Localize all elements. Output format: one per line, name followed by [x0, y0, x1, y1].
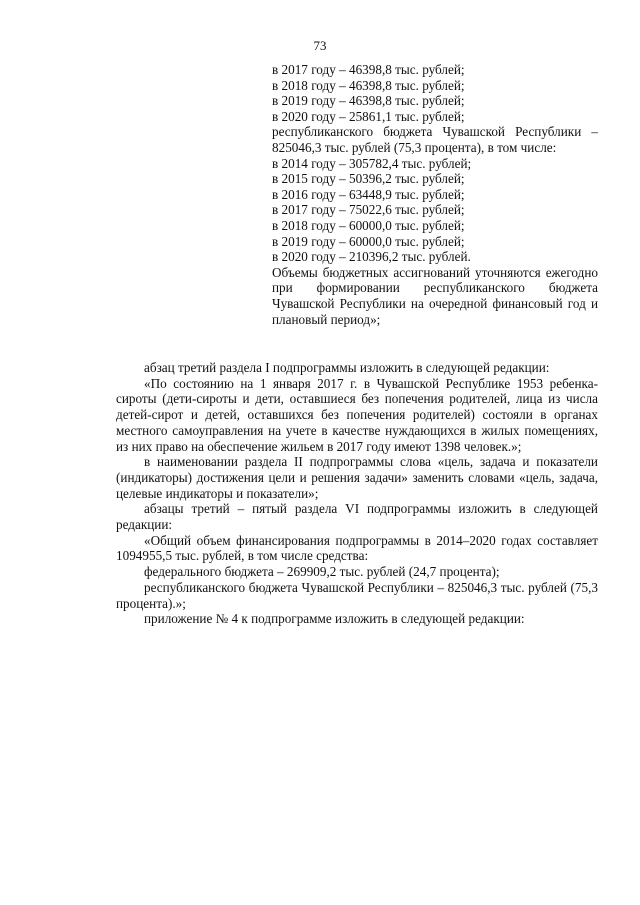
funding-line: в 2018 году – 46398,8 тыс. рублей; [272, 77, 465, 93]
funding-line: в 2017 году – 75022,6 тыс. рублей; [272, 202, 465, 218]
paragraph: абзацы третий – пятый раздела VI подпрограммы изложить в следующей редакции: [116, 501, 598, 533]
paragraph: «Общий объем финансирования подпрограммы в 2014–2020 годах составляет 1094955,5 тыс. рублей, в том числе средства: [116, 532, 598, 564]
funding-line: в 2019 году – 60000,0 тыс. рублей; [272, 233, 465, 249]
paragraph: федерального бюджета – 269909,2 тыс. рублей (24,7 процента); [144, 564, 500, 580]
paragraph: в наименовании раздела II подпрограммы слова «цель, задача и показатели (индикаторы) достижения цели и решения задачи» заменить словами «цель, задача, целевые индикаторы и показатели»; [116, 454, 598, 501]
funding-line: в 2016 году – 63448,9 тыс. рублей; [272, 186, 465, 202]
paragraph: «По состоянию на 1 января 2017 г. в Чувашской Республике 1953 ребенка-сироты (дети-сироты и дети, оставшиеся без попечения родителей, лица из числа детей-сирот и детей, оставшихся без попечения родителей) состояли в органах местного самоуправления на учете в качестве нуждающихся в жилых помещениях, из них право на обеспечение жильем в 2017 году имеют 1398 человек.»; [116, 375, 598, 454]
funding-line: в 2014 году – 305782,4 тыс. рублей; [272, 155, 472, 171]
funding-line: республиканского бюджета Чувашской Республики – 825046,3 тыс. рублей (75,3 процента), в том числе: [272, 124, 598, 155]
funding-line: в 2018 году – 60000,0 тыс. рублей; [272, 217, 465, 233]
funding-line: в 2015 году – 50396,2 тыс. рублей; [272, 171, 465, 187]
body-text [116, 360, 598, 627]
funding-block [272, 62, 598, 327]
page-number: 73 [313, 38, 327, 53]
funding-line: в 2020 году – 25861,1 тыс. рублей; [272, 108, 465, 124]
funding-note: Объемы бюджетных ассигнований уточняются ежегодно при формировании республиканского бюджета Чувашской Республики на очередной финансовый год и плановый период»; [272, 264, 598, 327]
paragraph: приложение № 4 к подпрограмме изложить в следующей редакции: [144, 611, 525, 627]
funding-line: в 2020 году – 210396,2 тыс. рублей. [272, 249, 471, 265]
funding-line: в 2017 году – 46398,8 тыс. рублей; [272, 62, 465, 77]
paragraph: республиканского бюджета Чувашской Республики – 825046,3 тыс. рублей (75,3 процента).»; [116, 579, 598, 611]
funding-line: в 2019 году – 46398,8 тыс. рублей; [272, 93, 465, 109]
paragraph: абзац третий раздела I подпрограммы изложить в следующей редакции: [144, 360, 550, 375]
